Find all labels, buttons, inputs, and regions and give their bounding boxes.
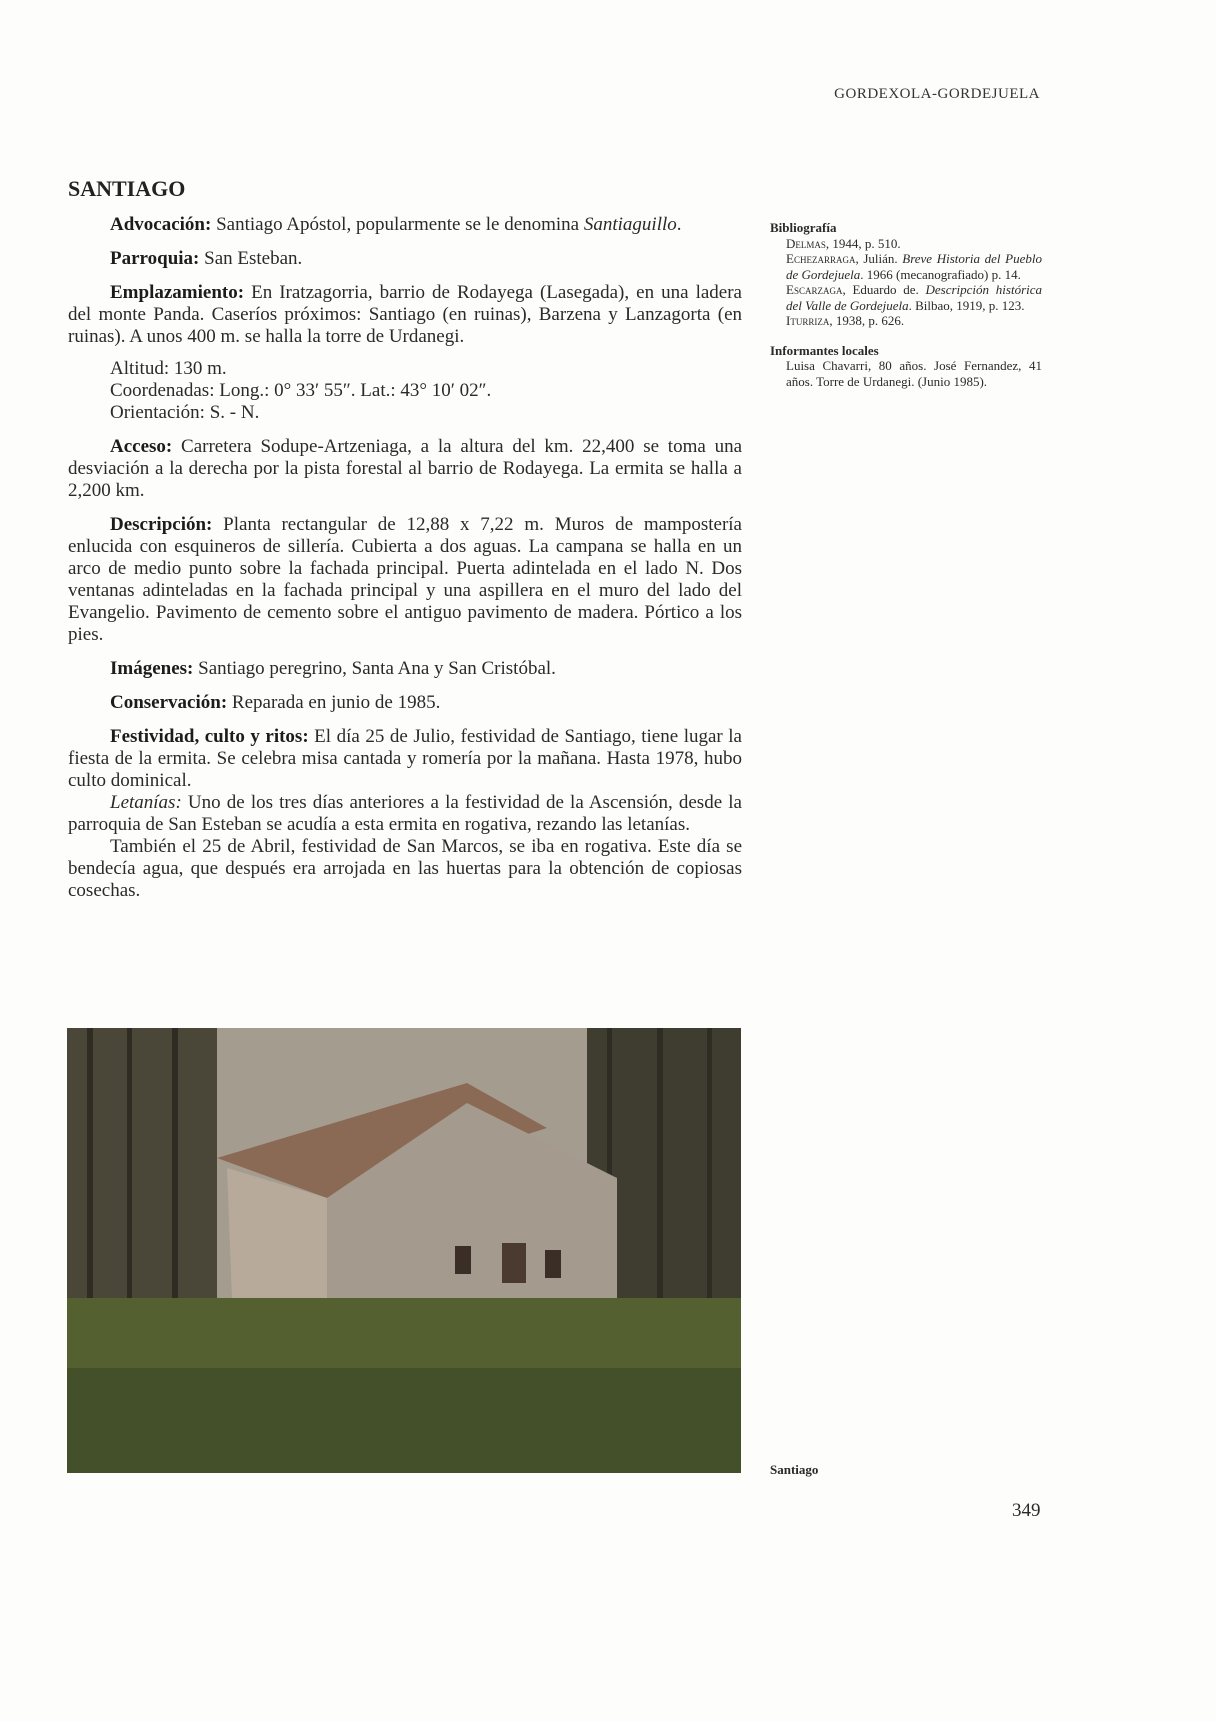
text: En Iratzagorria, barrio de Rodayega (Lasegada), en una ladera del monte Panda. Caseríos próximos: Santiago (en ruinas), Barzena y Lanzagorta (en ruinas). A unos 400 m. se halla la torre de Urdanegi. [68, 282, 742, 347]
photo-caption: Santiago [770, 1462, 819, 1477]
informants-text: Luisa Chavarri, 80 años. José Fernandez, 41 años. Torre de Urdanegi. (Junio 1985). [786, 358, 1042, 389]
bibliography-entry [770, 282, 1042, 313]
informants-heading: Informantes locales [770, 342, 879, 358]
text: Uno de los tres días anteriores a la festividad de la Ascensión, desde la parroquia de San Esteban se acudía a esta ermita en rogativa, rezando las letanías. [68, 792, 742, 835]
festividad-paragraph [68, 726, 742, 792]
book-title: Breve Historia del Pueblo de Gordejuela [786, 251, 1042, 282]
text: . 1966 (mecanografiado) p. 14. [860, 266, 1021, 282]
text: Reparada en junio de 1985. [227, 692, 441, 713]
imagenes-paragraph [68, 658, 742, 680]
page-title: SANTIAGO [68, 176, 186, 201]
text: , 1938, p. 626. [829, 313, 905, 328]
label: Festividad, culto y ritos: [110, 726, 309, 747]
author: Echezarraga [786, 251, 856, 266]
emplazamiento-paragraph [68, 282, 742, 348]
label: Emplazamiento: [110, 282, 245, 303]
text: Santiago peregrino, Santa Ana y San Cristóbal. [193, 658, 556, 679]
orientation: Orientación: S. - N. [110, 402, 260, 423]
bibliography-entry [770, 313, 1042, 329]
hermitage-photo-illustration [67, 1028, 741, 1473]
bibliography-entry [770, 236, 1042, 252]
acceso-paragraph [68, 436, 742, 502]
main-text [68, 214, 742, 914]
text: . [676, 214, 682, 235]
hermitage-photo [67, 1028, 741, 1473]
letanias-paragraph [68, 792, 742, 836]
label: Letanías: [110, 792, 182, 813]
label: Imágenes: [110, 658, 194, 679]
location-data [68, 358, 742, 424]
advocacion-paragraph [68, 214, 742, 236]
san-marcos-paragraph: También el 25 de Abril, festividad de San Marcos, se iba en rogativa. Este día se bendecía agua, que después era arrojada en las huertas para la obtención de copiosas cosechas. [68, 836, 742, 901]
text: Carretera Sodupe-Artzeniaga, a la altura del km. 22,400 se toma una desviación a la derecha por la pista forestal al barrio de Rodayega. La ermita se halla a 2,200 km. [68, 436, 742, 501]
text: . Bilbao, 1919, p. 123. [908, 297, 1025, 313]
text: San Esteban. [199, 248, 303, 269]
label: Acceso: [110, 436, 173, 457]
book-title: Descripción histórica del Valle de Gordejuela [786, 282, 1043, 313]
text: Planta rectangular de 12,88 x 7,22 m. Muros de mampostería enlucida con esquineros de sillería. Cubierta a dos aguas. La campana se halla en un arco de medio punto sobre la fachada principal. Puerta adintelada en el lado N. Dos ventanas adinteladas en la fachada principal y una aspillera en el muro del lado del Evangelio. Pavimento de cemento sobre el antiguo pavimento de madera. Pórtico a los pies. [68, 514, 742, 645]
page-number: 349 [1012, 1500, 1041, 1521]
bibliography [770, 220, 1042, 329]
local-informants [770, 343, 1042, 390]
author: Escarzaga [786, 282, 843, 297]
bibliography-heading: Bibliografía [770, 220, 837, 235]
text: El día 25 de Julio, festividad de Santiago, tiene lugar la fiesta de la ermita. Se celebra misa cantada y romería por la mañana. Hasta 1978, hubo culto dominical. [68, 726, 742, 791]
label: Conservación: [110, 692, 228, 713]
altitude: Altitud: 130 m. [110, 358, 227, 379]
text: , Eduardo de. [842, 282, 926, 297]
bibliography-entry [770, 251, 1042, 282]
author: Iturriza [786, 313, 830, 328]
descripcion-paragraph [68, 514, 742, 646]
text: , Julián. [855, 251, 903, 266]
text: Santiago Apóstol, popularmente se le denomina [211, 214, 584, 235]
running-head: GORDEXOLA-GORDEJUELA [834, 86, 1040, 102]
text: , 1944, p. 510. [825, 235, 901, 251]
author: Delmas [786, 235, 826, 251]
parroquia-paragraph [68, 248, 742, 270]
coordinates: Coordenadas: Long.: 0° 33′ 55″. Lat.: 43° 10′ 02″. [110, 380, 492, 401]
label: Descripción: [110, 514, 213, 535]
label: Advocación: [110, 214, 212, 235]
conservacion-paragraph [68, 692, 742, 714]
italic-text: Santiaguillo [583, 214, 677, 235]
sidebar-notes [770, 220, 1042, 403]
label: Parroquia: [110, 248, 200, 269]
